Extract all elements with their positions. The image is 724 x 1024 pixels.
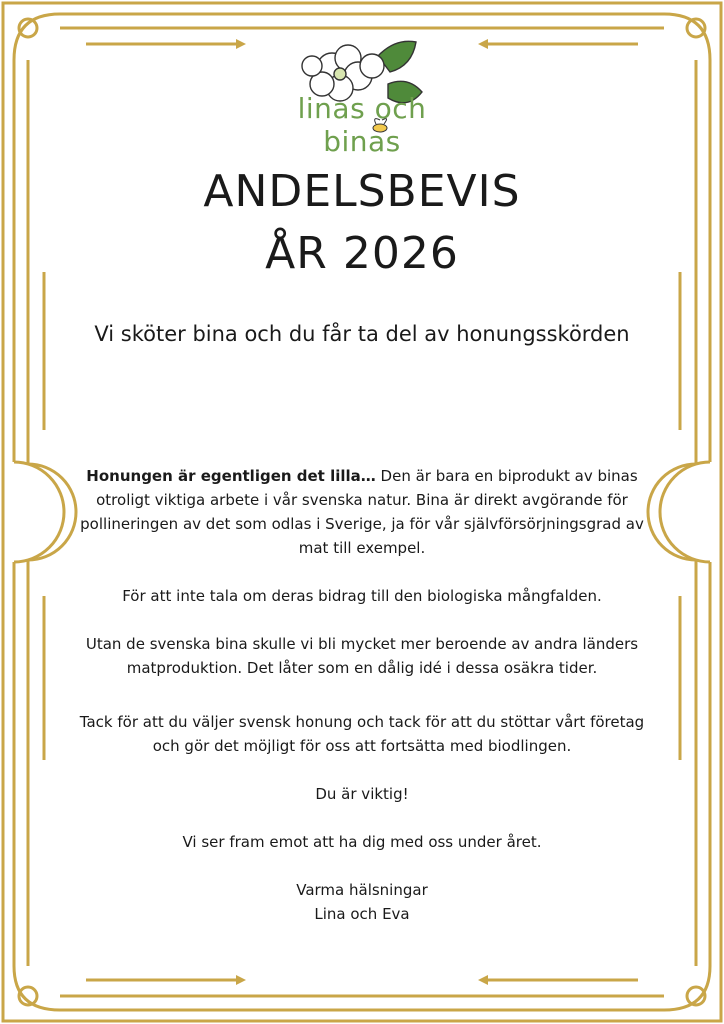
certificate-year: ÅR 2026 (265, 228, 459, 279)
signature: Lina och Eva (314, 905, 410, 923)
paragraph-intro-bold: Honungen är egentligen det lilla… (86, 467, 376, 485)
paragraph-important: Du är viktig! (315, 785, 409, 803)
paragraph-intro-text: Den är bara en biprodukt av binas otroligt viktiga arbete i vår svenska natur. Bina är direkt avgörande för pollineringen av det som odlas i Sverige, ja för vår självförsörjningsgrad av mat till exempel. (80, 467, 644, 557)
logo-text: linas och binas (297, 92, 427, 158)
paragraph-thanks: Tack för att du väljer svensk honung och tack för att du stöttar vårt företag och gör det möjligt för oss att fortsätta med biodlingen. (79, 713, 645, 755)
paragraph-dependence: Utan de svenska bina skulle vi bli mycket mer beroende av andra länders matproduktion. Det låter som en dålig idé i dessa osäkra tider. (85, 635, 639, 677)
paragraph-looking-forward: Vi ser fram emot att ha dig med oss under året. (182, 833, 542, 851)
paragraph-intro (72, 464, 652, 560)
paragraph-diversity: För att inte tala om deras bidrag till den biologiska mångfalden. (122, 587, 602, 605)
subtitle: Vi sköter bina och du får ta del av honungsskörden (94, 322, 630, 346)
closing-greeting: Varma hälsningar (296, 881, 428, 899)
letter-body (72, 464, 652, 926)
certificate-title: ANDELSBEVIS (203, 166, 521, 217)
